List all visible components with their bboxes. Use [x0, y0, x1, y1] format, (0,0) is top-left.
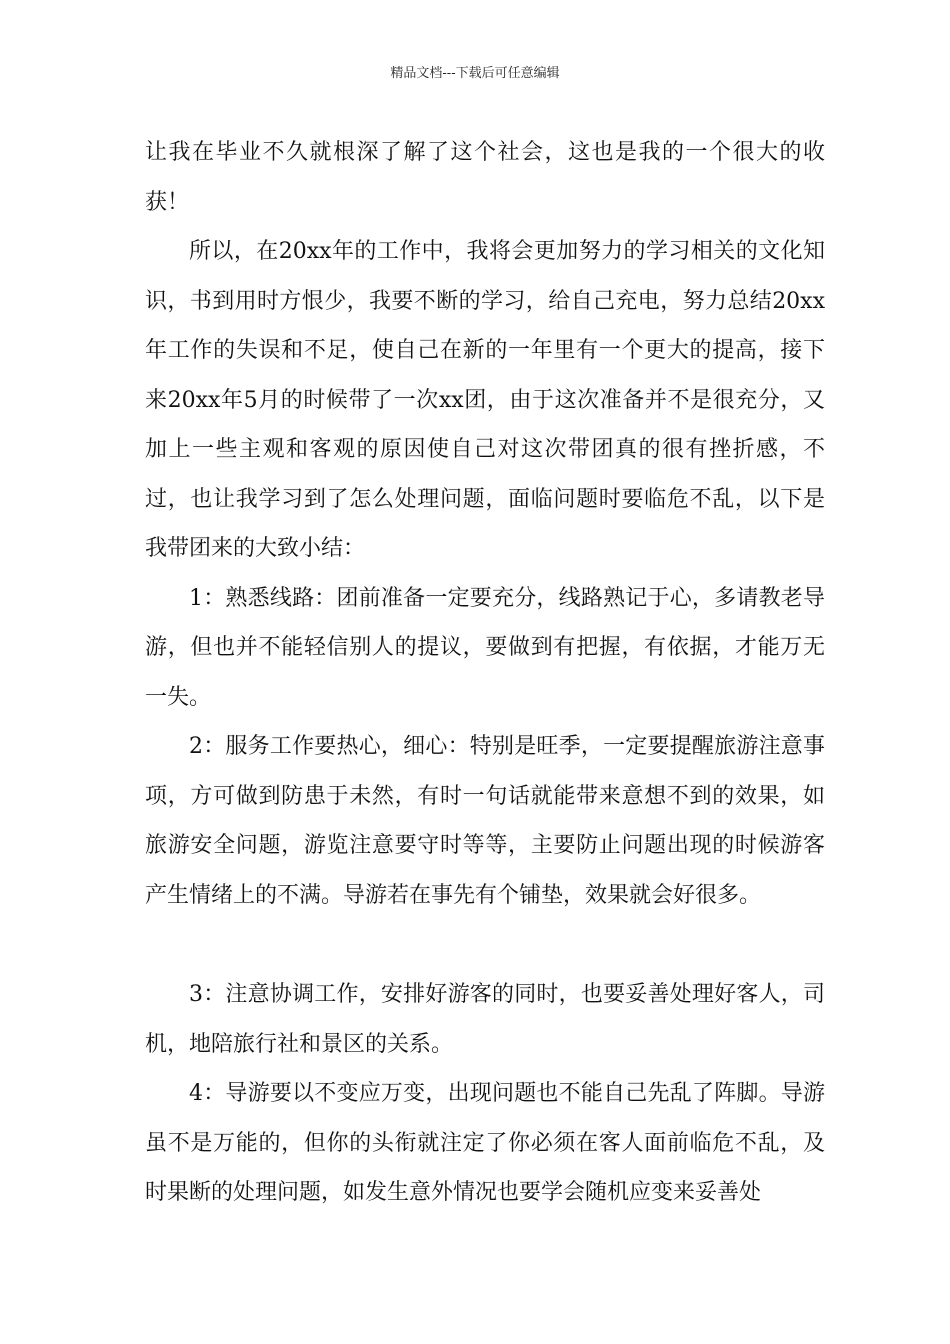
paragraph-continuation: 让我在毕业不久就根深了解了这个社会，这也是我的一个很大的收获！ — [145, 140, 825, 215]
paragraph-point-3: 3：注意协调工作，安排好游客的同时，也要妥善处理好客人，司机，地陪旅行社和景区的关系。 — [145, 982, 825, 1057]
paragraph-point-2: 2：服务工作要热心，细心：特别是旺季，一定要提醒旅游注意事项，方可做到防患于未然，有时一句话就能带来意想不到的效果，如旅游安全问题，游览注意要守时等等，主要防止问题出现的时候游客产生情绪上的不满。导游若在事先有个铺垫，效果就会好很多。 — [145, 734, 825, 908]
paragraph-summary-intro: 所以，在20xx年的工作中，我将会更加努力的学习相关的文化知识，书到用时方恨少，我要不断的学习，给自己充电，努力总结20xx年工作的失误和不足，使自己在新的一年里有一个更大的提高，接下来20xx年5月的时候带了一次xx团，由于这次准备并不是很充分，又加上一些主观和客观的原因使自己对这次带团真的很有挫折感，不过，也让我学习到了怎么处理问题，面临问题时要临危不乱，以下是我带团来的大致小结： — [145, 239, 825, 561]
document-body — [145, 128, 825, 1218]
page-header: 精品文档---下载后可任意编辑 — [390, 66, 560, 81]
paragraph-point-1: 1：熟悉线路：团前准备一定要充分，线路熟记于心，多请教老导游，但也并不能轻信别人的提议，要做到有把握，有依据，才能万无一失。 — [145, 585, 825, 710]
paragraph-point-4: 4：导游要以不变应万变，出现问题也不能自己先乱了阵脚。导游虽不是万能的，但你的头衔就注定了你必须在客人面前临危不乱，及时果断的处理问题，如发生意外情况也要学会随机应变来妥善处 — [145, 1081, 825, 1205]
